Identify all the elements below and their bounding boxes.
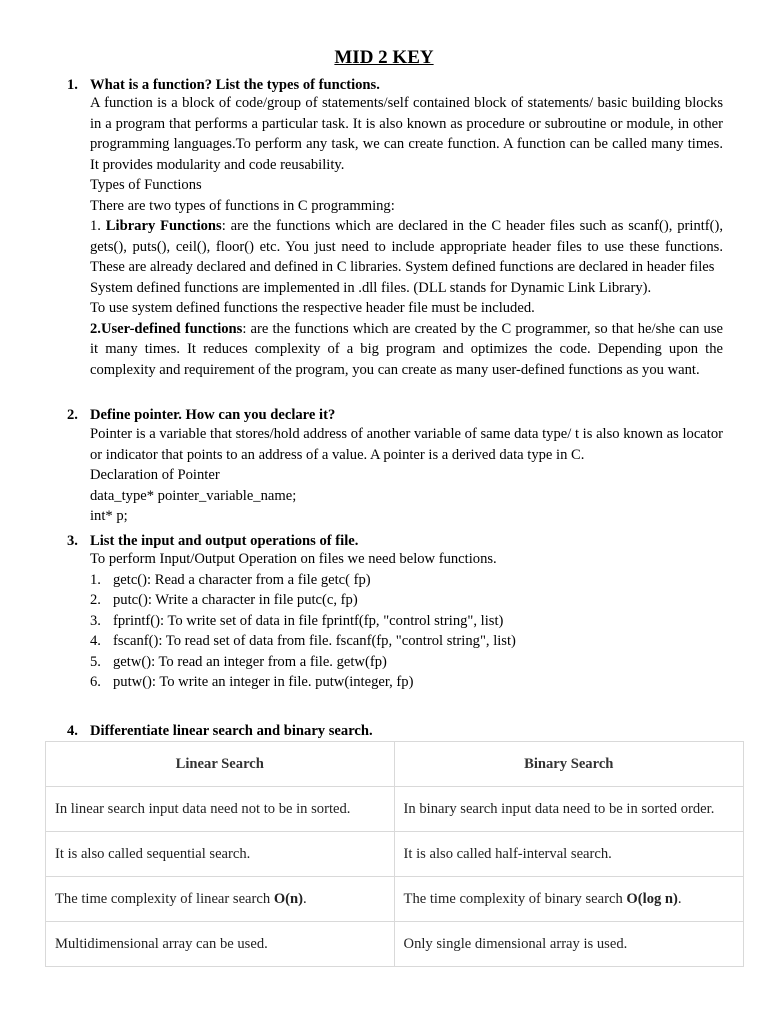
question-2-heading xyxy=(67,407,335,424)
answer-1 xyxy=(90,93,723,380)
list-number: 5. xyxy=(90,653,101,670)
file-io-intro: To perform Input/Output Operation on files we need below functions. xyxy=(90,551,497,567)
list-text: fprintf(): To write set of data in file fprintf(fp, "control string", list) xyxy=(113,612,504,629)
pointer-syntax: data_type* pointer_variable_name; xyxy=(90,487,297,504)
list-text: putc(): Write a character in file putc(c, fp) xyxy=(113,592,358,608)
table-row xyxy=(46,832,744,877)
complexity-linear: O(n) xyxy=(273,890,304,907)
list-item xyxy=(90,672,723,693)
list-number: 3. xyxy=(90,612,101,629)
user-defined-text: : are the functions which are created by the C programmer, so that he/she can use it many times. It reduces complexity of a big program and optimizes the code. Depending upon the complexity and requirement of the program, you can create as many user-defined functions as you want. xyxy=(90,320,723,378)
cell-text: The time complexity of binary search xyxy=(403,890,627,907)
column-header-linear: Linear Search xyxy=(46,742,395,787)
question-number: 2. xyxy=(67,407,78,423)
list-text: fscanf(): To read set of data from file. fscanf(fp, "control string", list) xyxy=(113,633,516,649)
list-text: putw(): To write an integer in file. putw(integer, fp) xyxy=(113,674,414,690)
column-header-binary: Binary Search xyxy=(394,742,743,787)
question-3-heading xyxy=(67,533,358,550)
question-1-heading xyxy=(67,77,380,94)
cell-period: . xyxy=(303,890,307,907)
question-number: 3. xyxy=(67,533,78,549)
declaration-heading: Declaration of Pointer xyxy=(90,467,220,483)
table-cell: In linear search input data need not to be in sorted. xyxy=(46,787,395,832)
list-item xyxy=(90,590,723,611)
list-item xyxy=(90,652,723,673)
types-intro: There are two types of functions in C programming: xyxy=(90,197,395,214)
user-defined-paragraph xyxy=(90,319,723,381)
list-number: 2. xyxy=(90,592,101,608)
pointer-example: int* p; xyxy=(90,508,128,524)
table-row xyxy=(46,787,744,832)
list-item xyxy=(90,570,723,591)
library-prefix: 1. xyxy=(90,218,106,234)
question-4-heading xyxy=(67,723,373,740)
complexity-binary: O(log n) xyxy=(626,890,678,907)
table-cell: In binary search input data need to be in sorted order. xyxy=(394,787,743,832)
user-defined-term: 2.User-defined functions xyxy=(90,320,243,337)
library-functions-text: : are the functions which are declared in the C header files such as scanf(), printf(), gets(), puts(), ceil(), floor() etc. You just need to include appropriate header files to use these functions. These are already declared and defined in C libraries. System defined functions are declared in header files xyxy=(90,218,724,275)
question-text: Define pointer. How can you declare it? xyxy=(90,407,336,423)
comparison-table xyxy=(45,741,744,967)
pointer-definition: Pointer is a variable that stores/hold address of another variable of same data type/ t is also known as locator or indicator that points to an address of a value. A pointer is a derived data type in C. xyxy=(90,426,723,463)
list-item xyxy=(90,611,723,632)
library-functions-paragraph xyxy=(90,216,723,278)
header-file-line: To use system defined functions the respective header file must be included. xyxy=(90,300,535,316)
table-row xyxy=(46,922,744,967)
list-item xyxy=(90,631,723,652)
cell-text: The time complexity of linear search xyxy=(55,890,274,907)
dll-line: System defined functions are implemented in .dll files. (DLL stands for Dynamic Link Library). xyxy=(90,279,652,296)
list-number: 6. xyxy=(90,674,101,690)
answer-2 xyxy=(90,424,723,527)
list-number: 1. xyxy=(90,571,101,588)
cell-period: . xyxy=(677,890,682,907)
answer-1-paragraph: A function is a block of code/group of statements/self contained block of statements/ basic building blocks in a program that performs a particular task. It is also known as procedure or subroutine or module, in other programming languages.To perform any task, we can create function. A function can be called many times. It provides modularity and code reusability. xyxy=(90,95,723,173)
question-text: Differentiate linear search and binary search. xyxy=(90,723,373,739)
question-text: What is a function? List the types of functions. xyxy=(90,77,380,93)
table-row xyxy=(46,877,744,922)
table-header-row xyxy=(46,742,744,787)
list-number: 4. xyxy=(90,633,101,649)
question-number: 1. xyxy=(67,77,78,93)
table-cell: It is also called sequential search. xyxy=(46,832,395,877)
file-io-list xyxy=(90,570,723,693)
question-number: 4. xyxy=(67,723,78,739)
question-text: List the input and output operations of file. xyxy=(90,533,359,549)
table-cell: Only single dimensional array is used. xyxy=(394,922,743,967)
table-cell xyxy=(46,877,395,922)
list-text: getc(): Read a character from a file getc( fp) xyxy=(113,571,371,588)
types-heading: Types of Functions xyxy=(90,177,202,193)
page-title: MID 2 KEY xyxy=(334,47,434,68)
table-cell: Multidimensional array can be used. xyxy=(46,922,395,967)
answer-3 xyxy=(90,549,723,693)
list-text: getw(): To read an integer from a file. getw(fp) xyxy=(113,653,387,670)
table-cell xyxy=(394,877,743,922)
table-cell: It is also called half-interval search. xyxy=(394,832,743,877)
library-functions-term: Library Functions xyxy=(105,218,222,234)
